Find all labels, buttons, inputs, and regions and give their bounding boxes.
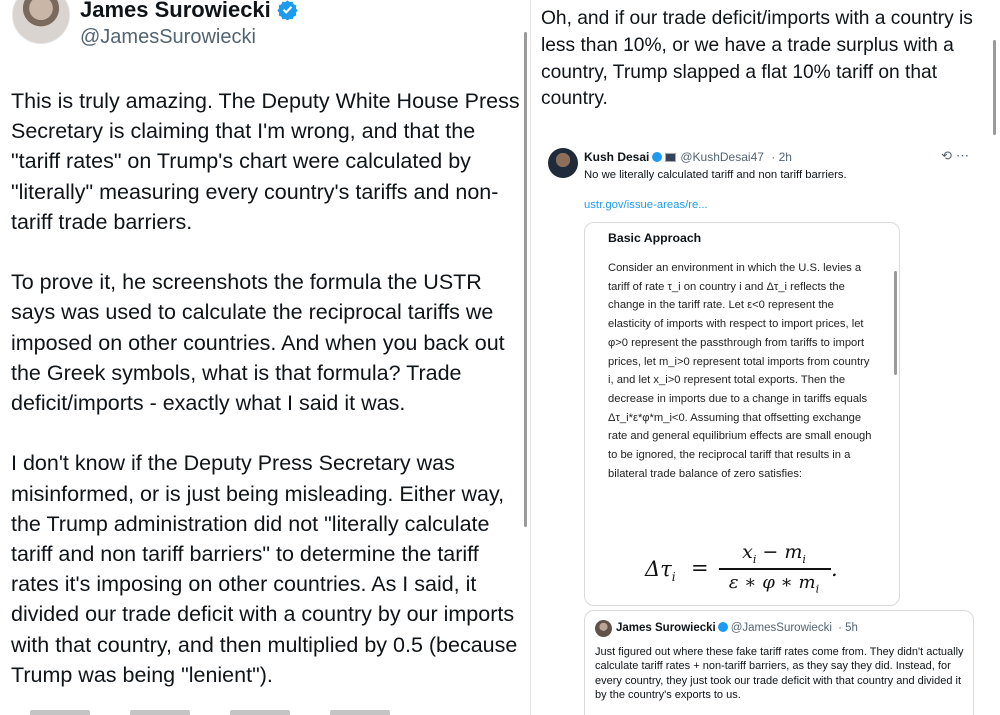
ustr-excerpt-card <box>584 222 900 606</box>
author-avatar[interactable] <box>12 0 70 44</box>
card-body: Consider an environment in which the U.S. levies a tariff of rate τ_i on country i and Δτ_i reflects the change in the tariff rate. Let ε<0 represent the elasticity of imports with respect to import prices, let φ>0 represent the passthrough from tariffs to import prices, let m_i>0 represent total imports from country i, and let x_i>0 represent total exports. Then the decrease in imports due to a change in tariffs equals Δτ_i*ε*φ*m_i<0. Assuming that offsetting exchange rate and general equilibrium effects are small enough to be ignored, the reciprocal tariff that results in a bilateral trade balance of zero satisfies: <box>608 262 872 480</box>
quoted-post-text: Just figured out where these fake tariff rates come from. They didn't actually calculate tariff rates + non-tariff barriers, as they say they did. Instead, for every country, they just took our trade deficit with that country and divided it by the country's exports to us. <box>595 646 964 702</box>
refresh-icon: ⟲ <box>941 148 956 163</box>
flag-icon <box>665 153 676 162</box>
formula-denominator: ε ∗ φ ∗ $m_i$ <box>728 572 820 596</box>
post-paragraph: I don't know if the Deputy Press Secretary was misinformed, or is just being misleading. Either way, the Trump administration did not "literally calculate tariff and non tariff barriers" to determine the tariff rates it's imposing on other countries. As I said, it divided our trade deficit with a country by our imports with that country, and then multiplied by 0.5 (because Trump was being "lenient"). <box>11 451 518 687</box>
verified-badge-icon <box>652 152 662 162</box>
post-text <box>11 86 525 715</box>
verified-badge-icon <box>718 622 728 632</box>
formula-period: . <box>831 557 838 581</box>
embedded-post-text: No we literally calculated tariff and non tariff barriers. <box>584 169 847 181</box>
left-scrollbar[interactable] <box>524 32 527 527</box>
right-scrollbar[interactable] <box>993 40 996 135</box>
author-handle[interactable]: @JamesSurowiecki <box>80 26 256 48</box>
formula-lhs: $\Delta\tau_i$ <box>645 557 676 585</box>
author-display-name[interactable]: James Surowiecki <box>80 0 298 23</box>
embedded-screenshot <box>541 138 987 715</box>
more-icon: ⋯ <box>956 148 973 163</box>
cut-off-action-row <box>30 710 450 715</box>
embedded-action-icons <box>941 148 973 164</box>
card-title: Basic Approach <box>608 231 702 245</box>
card-scrollbar <box>894 271 897 375</box>
formula-equals: = <box>691 556 709 580</box>
formula-numerator: $x_i - m_i$ <box>742 541 806 566</box>
quoted-author-avatar <box>595 620 612 637</box>
quoted-author: James Surowiecki @JamesSurowiecki · 5h <box>616 622 858 634</box>
verified-badge-icon <box>277 0 298 20</box>
fraction-bar <box>719 568 831 570</box>
tariff-formula <box>645 541 855 601</box>
kush-desai-avatar <box>548 148 578 178</box>
quoted-post <box>584 610 974 715</box>
reply-text: Oh, and if our trade deficit/imports with a country is less than 10%, or we have a trade surplus with a country, Trump slapped a flat 10% tariff on that country. <box>541 8 973 110</box>
panel-divider <box>530 0 531 715</box>
embedded-author: Kush Desai @KushDesai47 · 2h <box>584 150 792 164</box>
post-paragraph: This is truly amazing. The Deputy White House Press Secretary is claiming that I'm wrong, and that the "tariff rates" on Trump's chart were calculated by "literally" measuring every country's tariffs and non-tariff trade barriers. <box>11 89 520 234</box>
embedded-link: ustr.gov/issue-areas/re... <box>584 199 708 211</box>
post-paragraph: To prove it, he screenshots the formula the USTR says was used to calculate the reciprocal tariffs we imposed on other countries. And when you back out the Greek symbols, what is that formula? Trade deficit/imports - exactly what I said it was. <box>11 270 505 416</box>
